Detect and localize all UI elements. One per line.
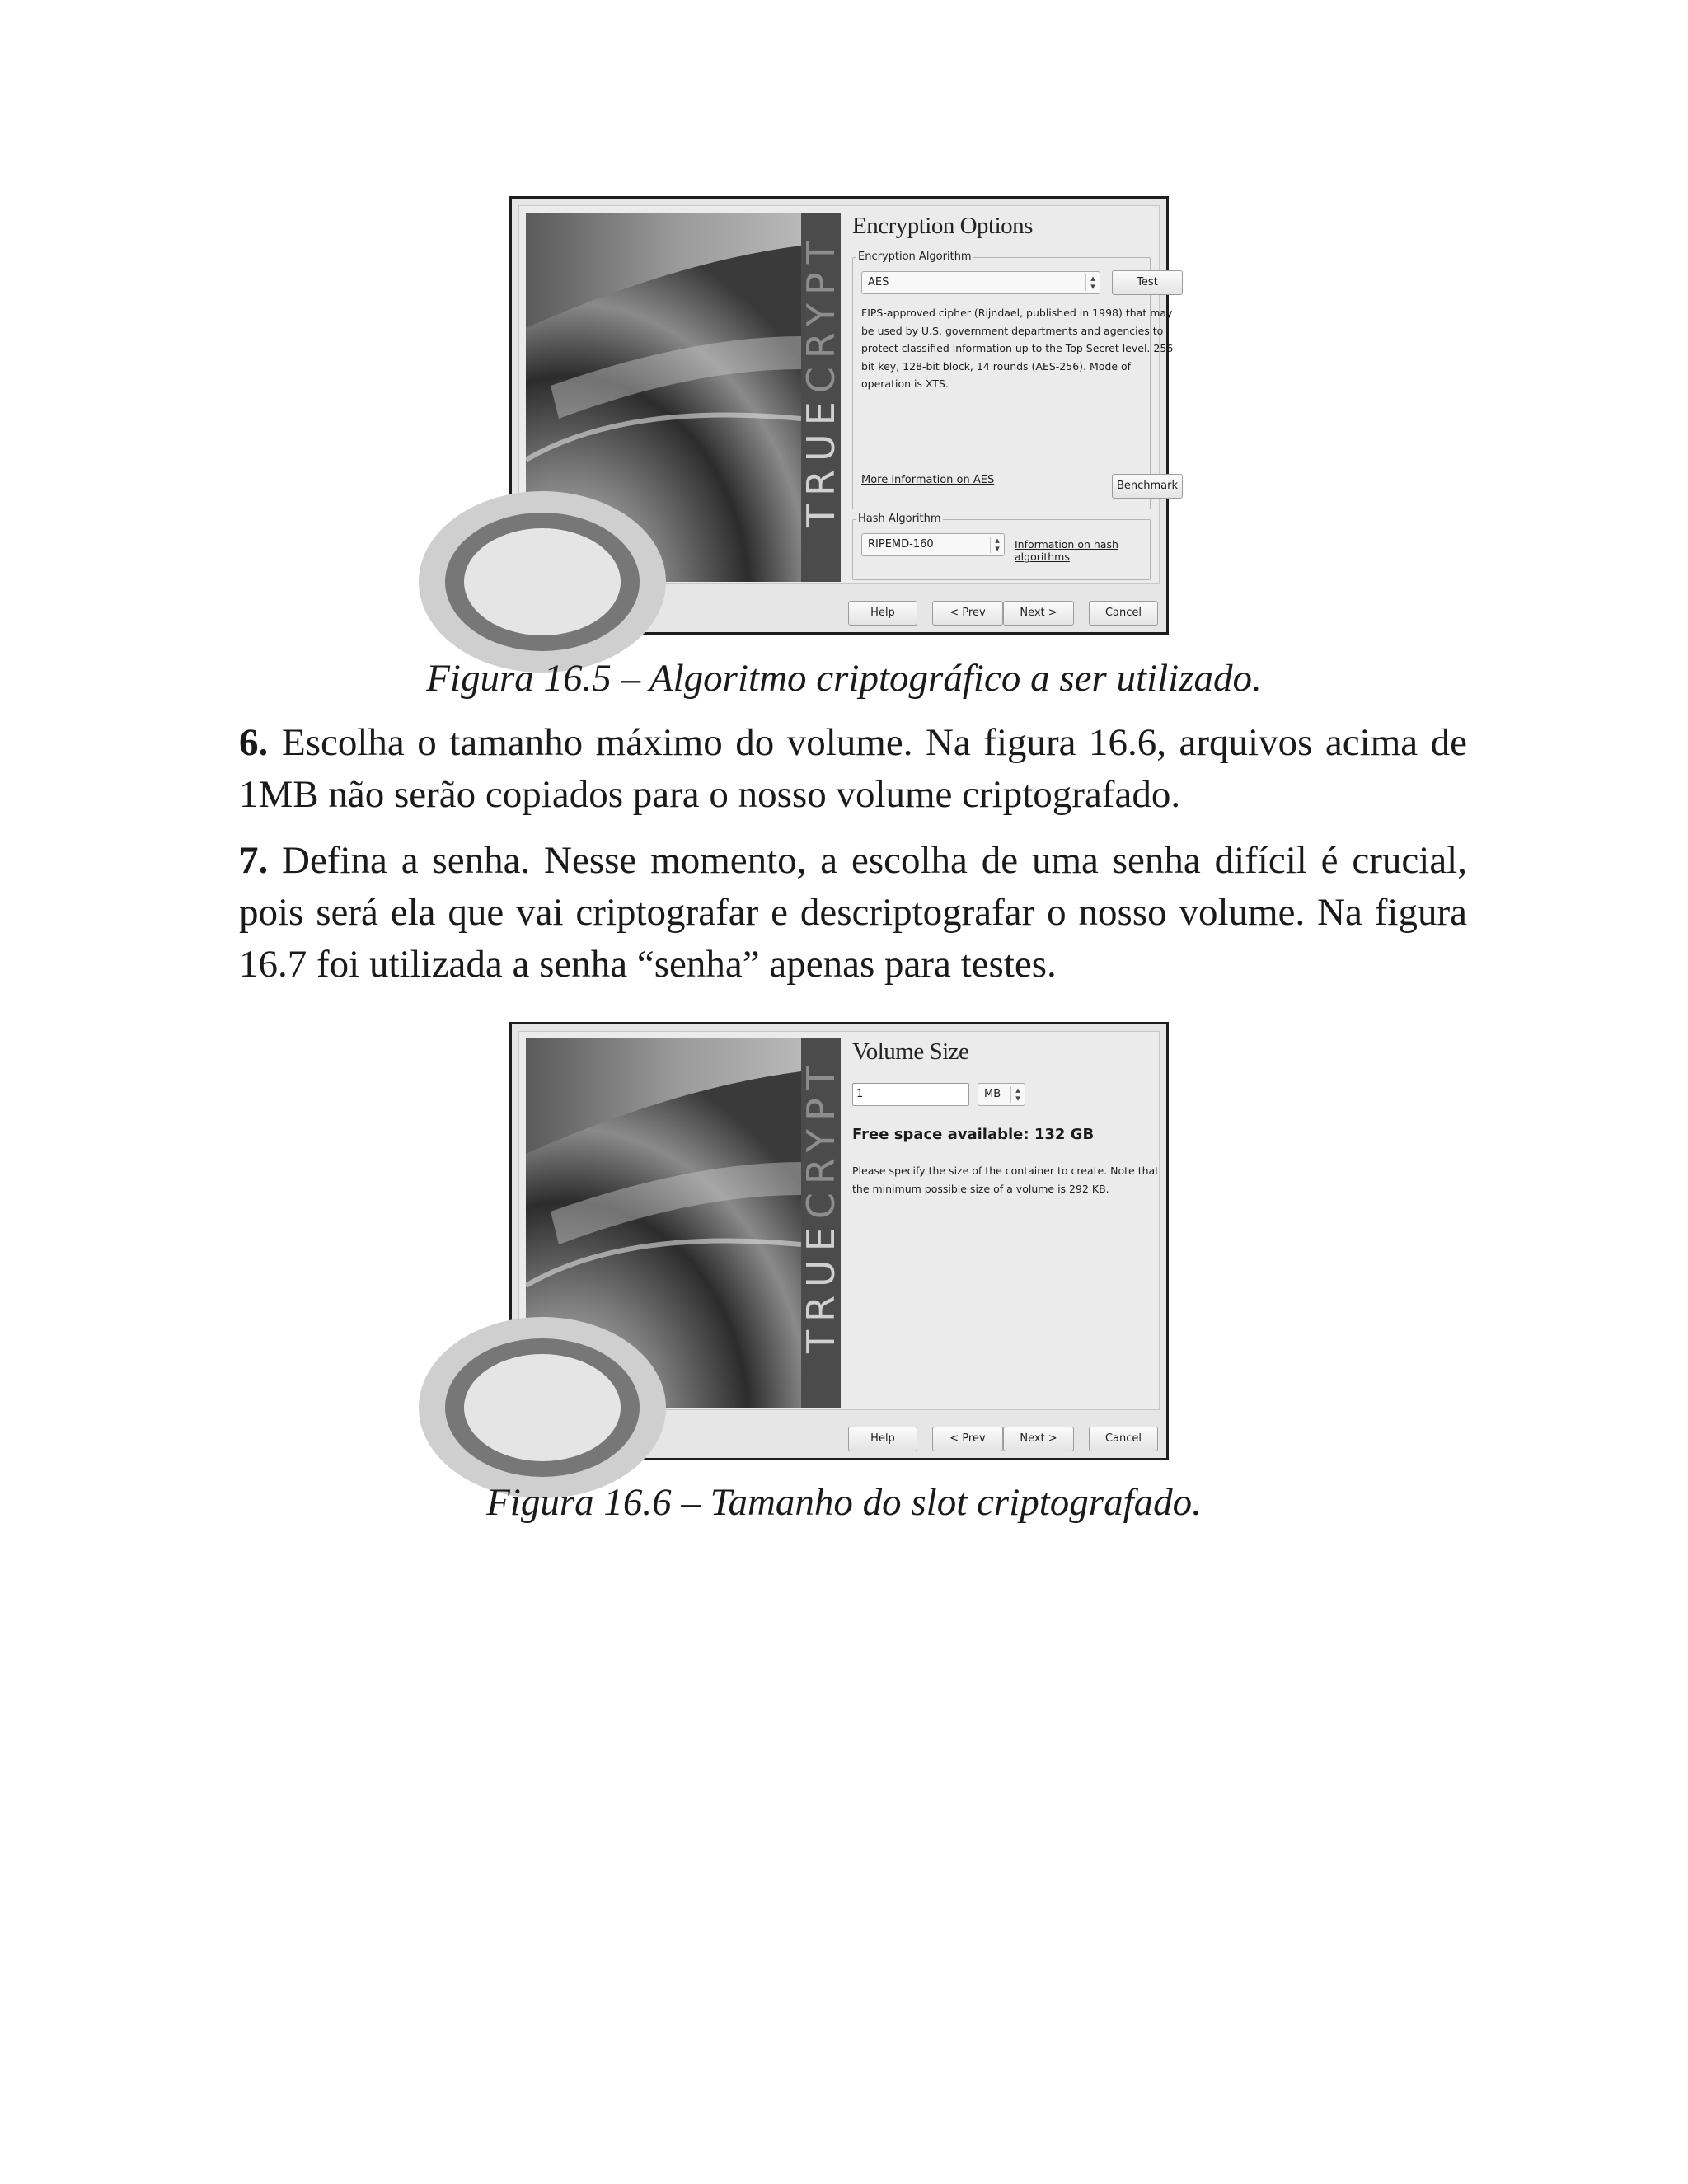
- step-7-paragraph: [239, 835, 1467, 991]
- step-text: Defina a senha. Nesse momento, a escolha de uma senha difícil é crucial, pois será ela que vai criptografar e descriptografar o nosso volume. Na figura 16.7 foi utilizada a senha “senha” apenas para testes.: [239, 839, 1467, 986]
- figure-caption: Figura 16.5 – Algoritmo criptográfico a ser utilizado.: [426, 657, 1262, 700]
- step-number: 7.: [239, 839, 269, 882]
- step-6-paragraph: [239, 717, 1467, 821]
- select-arrows-icon: ▴ ▾: [990, 537, 1004, 553]
- encryption-algorithm-select[interactable]: AES ▴ ▾: [861, 271, 1100, 294]
- help-button[interactable]: Help: [848, 1427, 917, 1451]
- wizard-content-frame: [518, 1031, 1160, 1410]
- step-text: Escolha o tamanho máximo do volume. Na figura 16.6, arquivos acima de 1MB não serão copiados para o nosso volume criptografado.: [239, 721, 1467, 816]
- panel-title: Encryption Options: [852, 213, 1033, 239]
- prev-button[interactable]: < Prev: [932, 601, 1003, 626]
- cancel-button[interactable]: Cancel: [1089, 1427, 1158, 1451]
- hash-algorithm-select[interactable]: RIPEMD-160 ▴ ▾: [861, 533, 1005, 556]
- figure-volume-size-screenshot: [509, 1022, 1169, 1460]
- algorithm-description: FIPS-approved cipher (Rijndael, published in 1998) that may be used by U.S. government departments and agencies to protect classified information up to the Top Secret level. 256-bit key, 128-bit block, 14 rounds (AES-256). Mode of operation is XTS.: [861, 307, 1177, 390]
- next-button[interactable]: Next >: [1003, 1427, 1074, 1451]
- truecrypt-logo-banner: [801, 1038, 841, 1408]
- figure-caption: Figura 16.6 – Tamanho do slot criptografado.: [486, 1481, 1202, 1524]
- test-button[interactable]: Test: [1112, 270, 1183, 295]
- wizard-content-frame: [518, 205, 1179, 584]
- hash-algorithm-group: [852, 513, 1151, 580]
- free-space-label: Free space available: 132 GB: [852, 1126, 1095, 1143]
- encryption-algorithm-group: [852, 251, 1179, 509]
- encryption-options-panel: [849, 206, 1179, 583]
- group-label: Hash Algorithm: [858, 513, 941, 525]
- figure-encryption-options-screenshot: [509, 196, 1179, 635]
- select-arrows-icon: ▴ ▾: [1010, 1086, 1025, 1103]
- volume-size-input[interactable]: 1: [852, 1083, 969, 1106]
- next-button[interactable]: Next >: [1003, 601, 1074, 626]
- truecrypt-disc-image: [526, 1038, 801, 1408]
- help-button[interactable]: Help: [848, 601, 917, 626]
- select-arrows-icon: ▴ ▾: [1085, 274, 1100, 291]
- prev-button[interactable]: < Prev: [932, 1427, 1003, 1451]
- size-unit-select[interactable]: MB ▴ ▾: [978, 1083, 1025, 1106]
- step-number: 6.: [239, 721, 269, 764]
- volume-size-panel: [849, 1032, 1160, 1409]
- benchmark-button[interactable]: Benchmark: [1112, 474, 1183, 499]
- truecrypt-logo-text: TRUECRYPT: [799, 1058, 843, 1353]
- cancel-button[interactable]: Cancel: [1089, 601, 1158, 626]
- truecrypt-logo-banner: [801, 213, 841, 582]
- truecrypt-disc-image: [526, 213, 801, 582]
- volume-size-description: Please specify the size of the container to create. Note that the minimum possible size of a volume is 292 KB.: [852, 1165, 1160, 1195]
- truecrypt-logo-text: TRUECRYPT: [799, 232, 843, 527]
- panel-title: Volume Size: [852, 1038, 969, 1065]
- hash-info-link[interactable]: Information on hash algorithms: [1015, 538, 1118, 563]
- group-label: Encryption Algorithm: [858, 251, 972, 263]
- more-info-aes-link[interactable]: More information on AES: [861, 474, 995, 486]
